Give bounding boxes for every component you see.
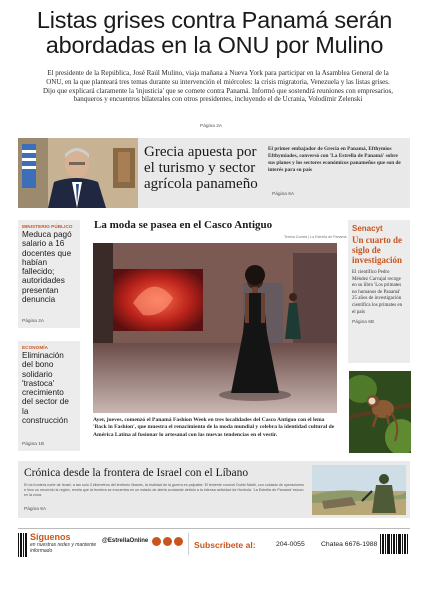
- senacyt-headline: Un cuarto de siglo de investigación: [352, 235, 403, 265]
- senacyt-summary: El científico Pedro Méndez Carvajal recoge en su libro 'Los primates no humanos de Panamá' 25 años de investigación científica los primates en el país: [352, 270, 403, 315]
- bono-kicker: ECONOMÍA: [22, 345, 49, 350]
- soldier-photo: [312, 465, 406, 515]
- footer-divider: [188, 533, 189, 555]
- lead-paragraph: El presidente de la República, José Raúl Mulino, viaja mañana a Nueva York para participar en la Asamblea General de la ONU, en la que planteará tres temas durante su intervención el miércoles: la crisis migratoria, Venezuela y las listas grises. Dijo que explicará claramente la 'injusticia' que se comete contra Panamá. Informó que sostendrá reuniones con empresarios, banqueros y encuentros bilaterales con otros presidentes, incluyendo el de Ucrania, Volodímir Zelenski: [42, 69, 394, 104]
- main-headline[interactable]: [14, 8, 415, 58]
- greece-summary: El primer embajador de Grecia en Panamá, Efthymios Efthymiades, conversó con 'La Estrella de Panamá' sobre sus planes y los sectores económicos panameños que son de interés para su país: [268, 146, 401, 173]
- moda-caption: Ayer, jueves, comenzó el Panamá Fashion Week en tres localidades del Casco Antiguo con el lema 'Back in Fashion', que muestra el renacimiento de la moda mundial y celebra la identidad cultural de América Latina al fusionar lo artesanal con las nuevas tendencias en el vestir.: [93, 417, 335, 438]
- x-icon[interactable]: [174, 537, 183, 546]
- barcode-left-icon: [18, 533, 27, 557]
- bono-page-ref: Página 1B: [22, 442, 45, 447]
- headline-line-1: Listas grises contra Panamá serán: [36, 7, 393, 33]
- meduca-page-ref: Página 2A: [22, 319, 45, 324]
- barcode-right-icon: [380, 534, 408, 554]
- bono-story[interactable]: [18, 341, 80, 451]
- subscribe-phone[interactable]: 204-0055: [276, 541, 305, 548]
- chat-number[interactable]: Chatea 6676-1988: [321, 541, 378, 548]
- ambassador-photo: [18, 138, 138, 208]
- cronica-page-ref: Página 6A: [24, 507, 47, 512]
- meduca-kicker: MINISTERIO PÚBLICO: [22, 224, 73, 229]
- cronica-story[interactable]: [18, 461, 410, 518]
- subscribe-label[interactable]: Subscribete al:: [194, 540, 256, 550]
- meduca-story[interactable]: [18, 220, 80, 328]
- facebook-icon[interactable]: [152, 537, 161, 546]
- siguenos-subtext: en nuestras redes y mantente informado: [30, 542, 97, 554]
- headline-line-2: abordadas en la ONU por Mulino: [45, 32, 384, 58]
- monkey-photo[interactable]: [349, 371, 411, 453]
- footer-bar: [18, 528, 410, 559]
- senacyt-page-ref: Página 6B: [352, 320, 375, 326]
- lead-page-ref: Página 2A: [200, 124, 223, 129]
- greece-page-ref: Página 6A: [272, 192, 295, 197]
- senacyt-kicker: Senacyt: [352, 224, 383, 233]
- fashion-show-photo[interactable]: [93, 243, 337, 413]
- social-icons: [152, 537, 183, 546]
- greece-story[interactable]: [18, 138, 410, 208]
- moda-headline[interactable]: La moda se pasea en el Casco Antiguo: [94, 219, 273, 231]
- meduca-headline: Meduca pagó salario a 16 docentes que habían fallecido; autoridades presentan denuncia: [22, 230, 72, 305]
- bono-headline: Eliminación del bono solidario 'trastoca' crecimiento del sector de la construcción: [22, 351, 69, 426]
- social-handle[interactable]: @EstrellaOnline: [102, 538, 149, 544]
- greece-headline: Grecia apuesta por el turismo y sector agrícola panameño: [144, 144, 258, 192]
- instagram-icon[interactable]: [163, 537, 172, 546]
- cronica-summary: En la frontera norte de Israel, a tan solo 3 kilómetros del territorio libanés, la realidad de la guerra es palpable. El teniente coronel Dubbi Maith, con cuidado de operaciones e hizo un recorrido la región, revela que la frontera se encuentra en un estado de alerta constante debido a la intensa actividad de Hezbolá. 'La Estrella de Panamá' estuvo en la zona.: [24, 483, 305, 498]
- cronica-headline: Crónica desde la frontera de Israel con el Líbano: [24, 467, 249, 479]
- photo-credit: Teresa Cuesta | La Estrella de Panamá: [284, 235, 347, 239]
- siguenos-label: Síguenos: [30, 532, 71, 542]
- senacyt-story[interactable]: [348, 220, 410, 363]
